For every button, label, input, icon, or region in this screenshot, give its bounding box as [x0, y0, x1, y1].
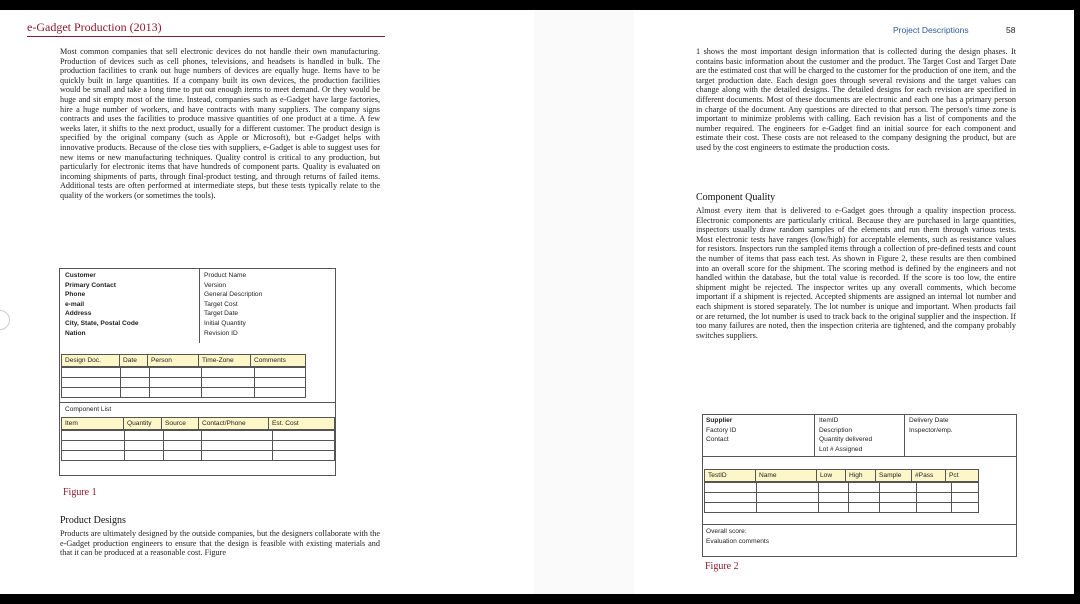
col-pct: Pct — [949, 472, 959, 479]
col-item: Item — [62, 418, 124, 429]
version-label: Version — [204, 281, 226, 289]
test-grid — [704, 482, 979, 513]
item-labels — [819, 416, 872, 454]
page-gutter — [534, 10, 634, 594]
page-number: 58 — [1006, 25, 1016, 35]
nation-label: Nation — [65, 329, 86, 337]
component-header — [61, 417, 335, 430]
product-designs-heading: Product Designs — [60, 515, 126, 526]
address-label: Address — [65, 310, 92, 318]
col-quantity: Quantity — [124, 418, 162, 429]
test-header — [704, 469, 979, 482]
col-comments: Comments — [254, 357, 286, 364]
figure-2-caption: Figure 2 — [705, 561, 739, 572]
factory-id-label: Factory ID — [706, 426, 737, 434]
component-quality-heading: Component Quality — [696, 192, 776, 203]
product-field-labels — [204, 271, 332, 338]
component-list-label: Component List — [65, 406, 112, 413]
col-name: Name — [756, 470, 817, 481]
evaluation-comments-label: Evaluation comments — [706, 537, 770, 545]
page-header-label: Project Descriptions — [893, 25, 969, 35]
supplier-labels — [706, 416, 736, 445]
col-date: Date — [120, 355, 148, 366]
contact-label: Contact — [706, 436, 729, 444]
col-pass: #Pass — [912, 470, 946, 481]
product-designs-paragraph: Products are ultimately designed by the outside companies, but the designers collaborate with the e-Gadget production engineers to ensure that the design is feasible with existing materials and that it can be produced at a reasonable cost. Figure — [60, 529, 380, 558]
email-label: e-mail — [65, 300, 85, 308]
figure-1-customer-block — [59, 268, 336, 345]
figure-2-separator-bottom — [703, 524, 1016, 525]
customer-block-divider — [199, 269, 200, 344]
target-date-label: Target Date — [204, 310, 239, 318]
inspector-label: Inspector/emp. — [909, 426, 953, 434]
evaluation-labels — [706, 527, 769, 546]
intro-paragraph: Most common companies that sell electronic devices do not handle their own manufacturing. Production of devices such as cell phones, televisions, and headsets is handled in bulk. The production facilities to crank out huge numbers of devices are equally huge. Items have to be quickly built in large quantities. If a company built its own devices, the production facilities would be small and take a long time to put out enough items to meet demand. Or they would be huge and sit empty most of the time. Instead, companies such as e-Gadget have large factories, hire a huge number of workers, and have contracts with many suppliers. The company signs contracts and uses the facilities to produce massive quantities of one product at a time. A few weeks later, it shifts to the next product, usually for a different customer. The product design is specified by the original company (such as Apple or Microsoft), but e-Gadget helps with innovative products. Because of the close ties with suppliers, e-Gadget is able to suggest uses for new items or new manufacturing techniques. Quality control is critical to any production, but particularly for electronic items that have hundreds of component parts. Quality is evaluated on incoming shipments of parts, through final-product testing, and through returns of failed items. Additional tests are often performed at intermediate steps, but these tests typically relate to the quality of the workers (or sometimes the tools). — [60, 47, 380, 200]
figure-2-separator-top — [703, 456, 1016, 457]
delivery-labels — [909, 416, 953, 435]
lot-assigned-label: Lot # Assigned — [819, 445, 863, 453]
revision-id-label: Revision ID — [204, 329, 238, 337]
figure-2-divider-1 — [814, 415, 815, 456]
col-time-zone: Time-Zone — [199, 355, 251, 366]
delivery-date-label: Delivery Date — [909, 417, 949, 424]
col-sample: Sample — [876, 470, 912, 481]
primary-contact-label: Primary Contact — [65, 281, 116, 289]
col-test-id: TestID — [705, 470, 756, 481]
figure-1-detail-block — [59, 343, 336, 476]
quantity-delivered-label: Quantity delivered — [819, 436, 873, 444]
description-label: Description — [819, 426, 852, 434]
general-description-label: General Description — [204, 291, 263, 299]
design-doc-header — [61, 354, 306, 367]
component-grid — [61, 430, 335, 461]
col-low: Low — [817, 470, 846, 481]
col-contact-phone: Contact/Phone — [199, 418, 269, 429]
customer-label: Customer — [65, 272, 96, 279]
col-design-doc: Design Doc. — [62, 355, 120, 366]
figure-1-caption: Figure 1 — [63, 487, 97, 498]
col-high: High — [846, 470, 876, 481]
title-rule — [27, 36, 385, 37]
figure-2-divider-2 — [904, 415, 905, 456]
design-info-paragraph: 1 shows the most important design information that is collected during the design phases. It contains basic information about the customer and the product. The Target Cost and Target Date are the estimated cost that will be charged to the customer for the production of one item, and the target production date. Each design goes through several revisions and the target values can change along with the detailed designs. The detailed designs for each revision are specified in different documents. Most of these documents are electronic and each one has a primary person in charge of the document. Any questions are directed to that person. The person's time zone is important to minimize problems with calling. Each revision has a list of components and the number required. The engineers for e-Gadget find an initial source for each component and estimate their cost. These costs are not released to the company designing the product, but are used by the cost engineers to estimate the production costs. — [696, 47, 1016, 152]
detail-block-separator — [60, 402, 335, 403]
initial-quantity-label: Initial Quantity — [204, 319, 246, 327]
supplier-label: Supplier — [706, 417, 733, 424]
component-quality-paragraph: Almost every item that is delivered to e-Gadget goes through a quality inspection process. Electronic components are particularly critical. Because they are purchased in large quantities, inspectors usually draw random samples of the elements and run them through various tests. Most electronic tests have ranges (low/high) for acceptable elements, such as resistance values for resistors. Inspectors run the sampled items through a collection of pre-defined tests and count the number of items that pass each test. As shown in Figure 2, these results are then combined into an overall score for the shipment. The scoring method is defined by the engineers and not handled within the database, but the total value is recorded. If the score is too low, the entire shipment might be rejected. The inspector writes up any overall comments, which become important if a shipment is rejected. Accepted shipments are assigned an internal lot number and each shipment is stored separately. The lot number is unique and important. When products fail or are returned, the lot number is used to track back to the original supplier and the inspection. If too many failures are noted, then the inspection criteria are tightened, and the company probably switches suppliers. — [696, 206, 1016, 340]
overall-score-label: Overall score: — [706, 528, 747, 535]
running-title: e-Gadget Production (2013) — [27, 20, 162, 34]
product-name-label: Product Name — [204, 272, 247, 279]
target-cost-label: Target Cost — [204, 300, 238, 308]
col-source: Source — [162, 418, 199, 429]
customer-field-labels — [65, 271, 200, 338]
col-est-cost: Est. Cost — [272, 420, 299, 427]
col-person: Person — [148, 355, 199, 366]
phone-label: Phone — [65, 291, 86, 299]
figure-2-inspection-form — [702, 414, 1017, 557]
city-state-postal-label: City, State, Postal Code — [65, 319, 139, 327]
design-doc-grid — [61, 367, 306, 398]
item-id-label: ItemID — [819, 417, 839, 424]
